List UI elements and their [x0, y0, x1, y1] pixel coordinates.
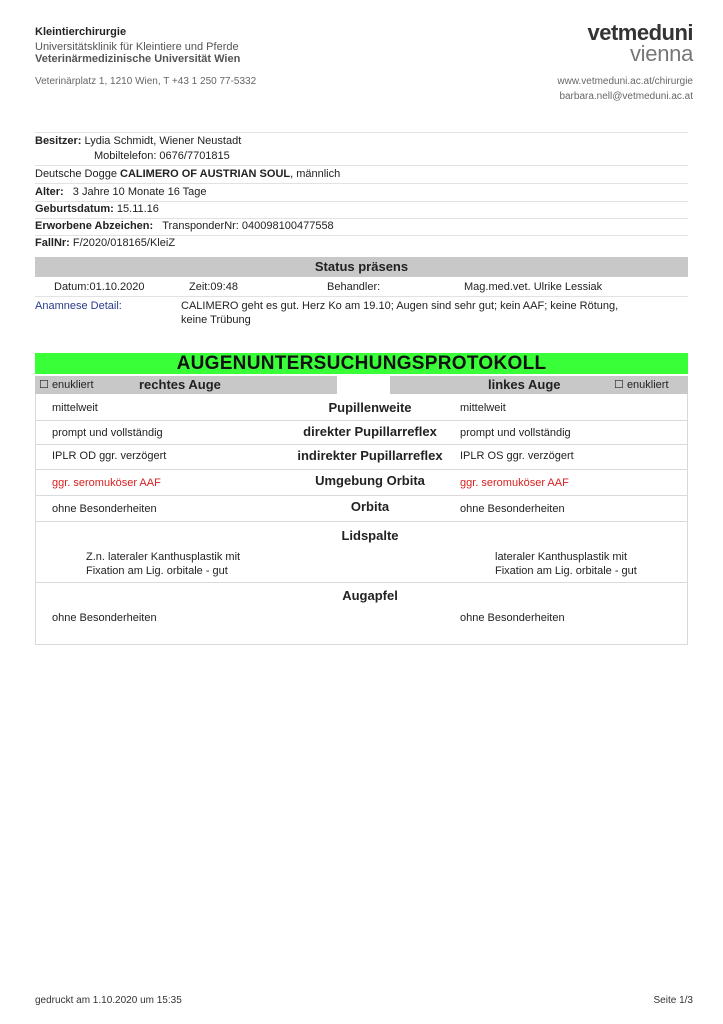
case-label: FallNr:: [35, 237, 70, 249]
handler-label: Behandler:: [327, 281, 381, 293]
animal-sex: , männlich: [290, 168, 341, 180]
orbita-right: ohne Besonderheiten: [52, 503, 157, 515]
animal-row: [35, 168, 688, 180]
umgebung-orbita-right: ggr. seromuköser AAF: [52, 477, 161, 489]
lidspalte-left-line-1: lateraler Kanthusplastik mit: [495, 551, 628, 563]
divider: [35, 235, 688, 236]
right-eye-header: [35, 376, 337, 394]
divider: [35, 201, 688, 202]
vetmeduni-logo: [523, 22, 693, 64]
clinic-name: Universitätsklinik für Kleintiere und Pferde: [35, 41, 239, 53]
dob-value: 15.11.16: [116, 203, 159, 215]
left-enukliert-checkbox[interactable]: [614, 376, 669, 394]
website-link[interactable]: www.vetmeduni.ac.at/chirurgie: [557, 76, 693, 87]
anamnese-line-2: keine Trübung: [181, 314, 251, 326]
right-enukliert-checkbox[interactable]: [39, 376, 94, 394]
divider: [35, 165, 688, 166]
age-row: [35, 186, 688, 198]
marks-row: [35, 220, 688, 232]
orbita-left: ohne Besonderheiten: [460, 503, 565, 515]
institution-title: Kleintierchirurgie: [35, 26, 127, 38]
enukliert-label: enukliert: [51, 379, 94, 391]
pupillenweite-label: Pupillenweite: [328, 400, 412, 415]
handler-name: Mag.med.vet. Ulrike Lessiak: [464, 281, 603, 293]
divider: [35, 296, 688, 297]
right-eye-title: rechtes Auge: [139, 377, 221, 392]
anamnese-line-1: CALIMERO geht es gut. Herz Ko am 19.10; Augen sind sehr gut; kein AAF; keine Rötung,: [181, 300, 619, 312]
lidspalte-right: [86, 551, 240, 577]
owner-name: Lydia Schmidt, Wiener Neustadt: [84, 135, 242, 147]
enukliert-label: enukliert: [626, 379, 669, 391]
age-label: Alter:: [35, 186, 64, 198]
university-name: Veterinärmedizinische Universität Wien: [35, 53, 241, 65]
dob-row: [35, 203, 688, 215]
owner-label: Besitzer:: [35, 135, 82, 147]
augapfel-left: ohne Besonderheiten: [460, 612, 565, 624]
owner-row: [35, 135, 688, 147]
protocol-title: AUGENUNTERSUCHUNGSPROTOKOLL: [35, 353, 688, 374]
checkbox-icon: ☐: [614, 379, 624, 391]
time-label: Zeit:: [189, 281, 211, 293]
case-row: [35, 237, 688, 249]
divider: [35, 218, 688, 219]
left-eye-header: [390, 376, 688, 394]
indirekter-reflex-label: indirekter Pupillarreflex: [297, 448, 443, 463]
breed: Deutsche Dogge: [35, 168, 117, 180]
augapfel-label: Augapfel: [342, 588, 398, 603]
direkter-reflex-label: direkter Pupillarreflex: [303, 424, 437, 439]
email-link[interactable]: barbara.nell@vetmeduni.ac.at: [559, 91, 693, 102]
date-label: Datum:: [54, 281, 90, 293]
institution-address: Veterinärplatz 1, 1210 Wien, T +43 1 250 77-5332: [35, 76, 257, 87]
anamnese-text: [181, 300, 681, 326]
status-date: [54, 281, 145, 293]
page-number: Seite 1/3: [653, 995, 693, 1006]
logo-line-1: vetmeduni: [587, 20, 693, 45]
status-time: [189, 281, 238, 293]
anamnese-label: Anamnese Detail:: [35, 300, 122, 312]
lidspalte-left-line-2: Fixation am Lig. orbitale - gut: [495, 565, 637, 577]
lidspalte-right-line-2: Fixation am Lig. orbitale - gut: [86, 565, 228, 577]
umgebung-orbita-label: Umgebung Orbita: [315, 473, 425, 488]
animal-name: CALIMERO OF AUSTRIAN SOUL: [120, 168, 291, 180]
lidspalte-label: Lidspalte: [341, 528, 399, 543]
marks-label: Erworbene Abzeichen:: [35, 220, 154, 232]
logo-line-2: vienna: [629, 41, 693, 66]
orbita-label: Orbita: [350, 499, 390, 514]
pupillenweite-right: mittelweit: [52, 402, 98, 414]
age-value: 3 Jahre 10 Monate 16 Tage: [72, 186, 207, 198]
marks-value: TransponderNr: 040098100477558: [162, 220, 334, 232]
left-eye-title: linkes Auge: [488, 377, 561, 392]
divider: [35, 183, 688, 184]
checkbox-icon: ☐: [39, 379, 49, 391]
dob-label: Geburtsdatum:: [35, 203, 114, 215]
case-value: F/2020/018165/KleiZ: [72, 237, 176, 249]
indirekter-reflex-right: IPLR OD ggr. verzögert: [52, 450, 167, 462]
time-value: 09:48: [210, 281, 238, 293]
pupillenweite-left: mittelweit: [460, 402, 506, 414]
status-section-title: Status präsens: [35, 257, 688, 277]
indirekter-reflex-left: IPLR OS ggr. verzögert: [460, 450, 574, 462]
print-timestamp: gedruckt am 1.10.2020 um 15:35: [35, 995, 182, 1006]
direkter-reflex-left: prompt und vollständig: [460, 427, 571, 439]
owner-phone: Mobiltelefon: 0676/7701815: [94, 150, 230, 162]
augapfel-right: ohne Besonderheiten: [52, 612, 157, 624]
lidspalte-left: [495, 551, 637, 577]
umgebung-orbita-left: ggr. seromuköser AAF: [460, 477, 569, 489]
divider: [35, 132, 688, 133]
date-value: 01.10.2020: [89, 281, 145, 293]
lidspalte-right-line-1: Z.n. lateraler Kanthusplastik mit: [86, 551, 241, 563]
direkter-reflex-right: prompt und vollständig: [52, 427, 163, 439]
